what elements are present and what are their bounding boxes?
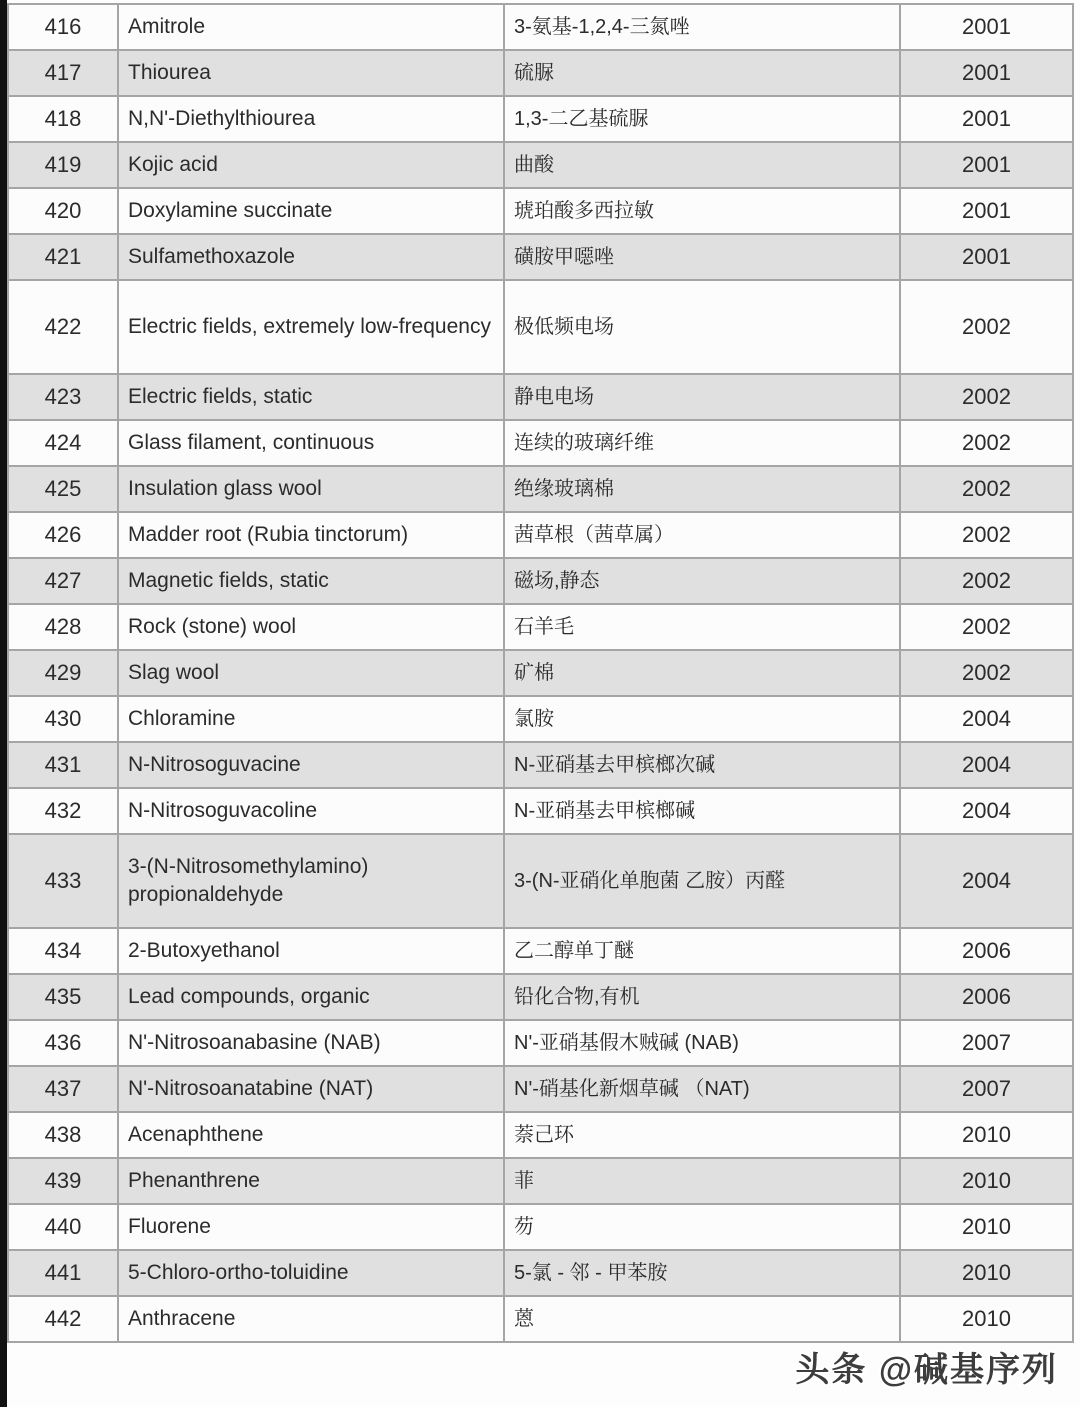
- row-number-cell: 418: [8, 96, 118, 142]
- year-cell: 2001: [900, 234, 1073, 280]
- year-cell: 2010: [900, 1296, 1073, 1342]
- chinese-name-cell: 5-氯 - 邻 - 甲苯胺: [504, 1250, 900, 1296]
- table-row: [8, 928, 1073, 974]
- table-row: [8, 374, 1073, 420]
- table-row: [8, 742, 1073, 788]
- chinese-name-cell: 矿棉: [504, 650, 900, 696]
- english-name-cell: Insulation glass wool: [118, 466, 504, 512]
- english-name-cell: Madder root (Rubia tinctorum): [118, 512, 504, 558]
- chinese-name-cell: 蒽: [504, 1296, 900, 1342]
- row-number-cell: 425: [8, 466, 118, 512]
- year-cell: 2006: [900, 928, 1073, 974]
- row-number-cell: 438: [8, 1112, 118, 1158]
- row-number-cell: 417: [8, 50, 118, 96]
- year-cell: 2001: [900, 4, 1073, 50]
- table-row: [8, 50, 1073, 96]
- chinese-name-cell: 铅化合物,有机: [504, 974, 900, 1020]
- row-number-cell: 423: [8, 374, 118, 420]
- table-row: [8, 788, 1073, 834]
- row-number-cell: 432: [8, 788, 118, 834]
- row-number-cell: 422: [8, 280, 118, 374]
- carcinogen-table: [7, 3, 1074, 1343]
- row-number-cell: 439: [8, 1158, 118, 1204]
- table-row: [8, 466, 1073, 512]
- chinese-name-cell: 石羊毛: [504, 604, 900, 650]
- english-name-cell: 3-(N-Nitrosomethylamino) propionaldehyde: [118, 834, 504, 928]
- table-row: [8, 1112, 1073, 1158]
- year-cell: 2004: [900, 834, 1073, 928]
- year-cell: 2004: [900, 742, 1073, 788]
- english-name-cell: N,N'-Diethylthiourea: [118, 96, 504, 142]
- english-name-cell: N'-Nitrosoanatabine (NAT): [118, 1066, 504, 1112]
- table-row: [8, 558, 1073, 604]
- english-name-cell: Phenanthrene: [118, 1158, 504, 1204]
- row-number-cell: 442: [8, 1296, 118, 1342]
- table-row: [8, 834, 1073, 928]
- chinese-name-cell: N-亚硝基去甲槟榔碱: [504, 788, 900, 834]
- year-cell: 2010: [900, 1112, 1073, 1158]
- chinese-name-cell: 萘己环: [504, 1112, 900, 1158]
- row-number-cell: 426: [8, 512, 118, 558]
- chinese-name-cell: 磁场,静态: [504, 558, 900, 604]
- year-cell: 2007: [900, 1066, 1073, 1112]
- chinese-name-cell: 氯胺: [504, 696, 900, 742]
- table-row: [8, 1250, 1073, 1296]
- chinese-name-cell: 芴: [504, 1204, 900, 1250]
- chinese-name-cell: 硫脲: [504, 50, 900, 96]
- year-cell: 2001: [900, 50, 1073, 96]
- chinese-name-cell: 3-(N-亚硝化单胞菌 乙胺）丙醛: [504, 834, 900, 928]
- table-row: [8, 604, 1073, 650]
- chinese-name-cell: 绝缘玻璃棉: [504, 466, 900, 512]
- table-row: [8, 280, 1073, 374]
- english-name-cell: Glass filament, continuous: [118, 420, 504, 466]
- chinese-name-cell: N'-亚硝基假木贼碱 (NAB): [504, 1020, 900, 1066]
- chinese-name-cell: N-亚硝基去甲槟榔次碱: [504, 742, 900, 788]
- english-name-cell: Acenaphthene: [118, 1112, 504, 1158]
- row-number-cell: 433: [8, 834, 118, 928]
- year-cell: 2002: [900, 466, 1073, 512]
- year-cell: 2002: [900, 420, 1073, 466]
- english-name-cell: Fluorene: [118, 1204, 504, 1250]
- english-name-cell: Sulfamethoxazole: [118, 234, 504, 280]
- row-number-cell: 435: [8, 974, 118, 1020]
- row-number-cell: 431: [8, 742, 118, 788]
- chinese-name-cell: 菲: [504, 1158, 900, 1204]
- english-name-cell: Lead compounds, organic: [118, 974, 504, 1020]
- table-row: [8, 1020, 1073, 1066]
- chinese-name-cell: 曲酸: [504, 142, 900, 188]
- year-cell: 2004: [900, 788, 1073, 834]
- year-cell: 2002: [900, 374, 1073, 420]
- english-name-cell: Slag wool: [118, 650, 504, 696]
- watermark: 头条 @碱基序列: [795, 1351, 1058, 1389]
- chinese-name-cell: 静电电场: [504, 374, 900, 420]
- table-row: [8, 142, 1073, 188]
- chinese-name-cell: 琥珀酸多西拉敏: [504, 188, 900, 234]
- year-cell: 2006: [900, 974, 1073, 1020]
- year-cell: 2002: [900, 604, 1073, 650]
- row-number-cell: 440: [8, 1204, 118, 1250]
- row-number-cell: 434: [8, 928, 118, 974]
- year-cell: 2010: [900, 1250, 1073, 1296]
- table-body: [8, 4, 1073, 1342]
- english-name-cell: Rock (stone) wool: [118, 604, 504, 650]
- table-row: [8, 4, 1073, 50]
- row-number-cell: 429: [8, 650, 118, 696]
- year-cell: 2001: [900, 142, 1073, 188]
- english-name-cell: N-Nitrosoguvacine: [118, 742, 504, 788]
- english-name-cell: Electric fields, extremely low-frequency: [118, 280, 504, 374]
- table-row: [8, 96, 1073, 142]
- chinese-name-cell: 乙二醇单丁醚: [504, 928, 900, 974]
- table-row: [8, 234, 1073, 280]
- english-name-cell: 2-Butoxyethanol: [118, 928, 504, 974]
- chinese-name-cell: N'-硝基化新烟草碱 （NAT): [504, 1066, 900, 1112]
- row-number-cell: 436: [8, 1020, 118, 1066]
- english-name-cell: 5-Chloro-ortho-toluidine: [118, 1250, 504, 1296]
- table-row: [8, 1204, 1073, 1250]
- row-number-cell: 416: [8, 4, 118, 50]
- table-row: [8, 650, 1073, 696]
- row-number-cell: 428: [8, 604, 118, 650]
- year-cell: 2004: [900, 696, 1073, 742]
- row-number-cell: 427: [8, 558, 118, 604]
- chinese-name-cell: 连续的玻璃纤维: [504, 420, 900, 466]
- row-number-cell: 430: [8, 696, 118, 742]
- chinese-name-cell: 极低频电场: [504, 280, 900, 374]
- table-row: [8, 1066, 1073, 1112]
- row-number-cell: 441: [8, 1250, 118, 1296]
- english-name-cell: Thiourea: [118, 50, 504, 96]
- year-cell: 2010: [900, 1204, 1073, 1250]
- year-cell: 2002: [900, 280, 1073, 374]
- table-row: [8, 1158, 1073, 1204]
- year-cell: 2007: [900, 1020, 1073, 1066]
- english-name-cell: N'-Nitrosoanabasine (NAB): [118, 1020, 504, 1066]
- year-cell: 2002: [900, 558, 1073, 604]
- chinese-name-cell: 1,3-二乙基硫脲: [504, 96, 900, 142]
- english-name-cell: Magnetic fields, static: [118, 558, 504, 604]
- english-name-cell: Anthracene: [118, 1296, 504, 1342]
- table-row: [8, 512, 1073, 558]
- table-row: [8, 188, 1073, 234]
- chinese-name-cell: 3-氨基-1,2,4-三氮唑: [504, 4, 900, 50]
- chinese-name-cell: 茜草根（茜草属）: [504, 512, 900, 558]
- row-number-cell: 437: [8, 1066, 118, 1112]
- row-number-cell: 424: [8, 420, 118, 466]
- row-number-cell: 420: [8, 188, 118, 234]
- year-cell: 2001: [900, 96, 1073, 142]
- english-name-cell: Chloramine: [118, 696, 504, 742]
- row-number-cell: 421: [8, 234, 118, 280]
- english-name-cell: Electric fields, static: [118, 374, 504, 420]
- year-cell: 2002: [900, 512, 1073, 558]
- table-row: [8, 1296, 1073, 1342]
- row-number-cell: 419: [8, 142, 118, 188]
- year-cell: 2002: [900, 650, 1073, 696]
- table-row: [8, 420, 1073, 466]
- english-name-cell: Amitrole: [118, 4, 504, 50]
- chinese-name-cell: 磺胺甲噁唑: [504, 234, 900, 280]
- english-name-cell: Doxylamine succinate: [118, 188, 504, 234]
- table-row: [8, 696, 1073, 742]
- year-cell: 2010: [900, 1158, 1073, 1204]
- table-row: [8, 974, 1073, 1020]
- year-cell: 2001: [900, 188, 1073, 234]
- english-name-cell: Kojic acid: [118, 142, 504, 188]
- left-edge-bar: [0, 0, 7, 1407]
- english-name-cell: N-Nitrosoguvacoline: [118, 788, 504, 834]
